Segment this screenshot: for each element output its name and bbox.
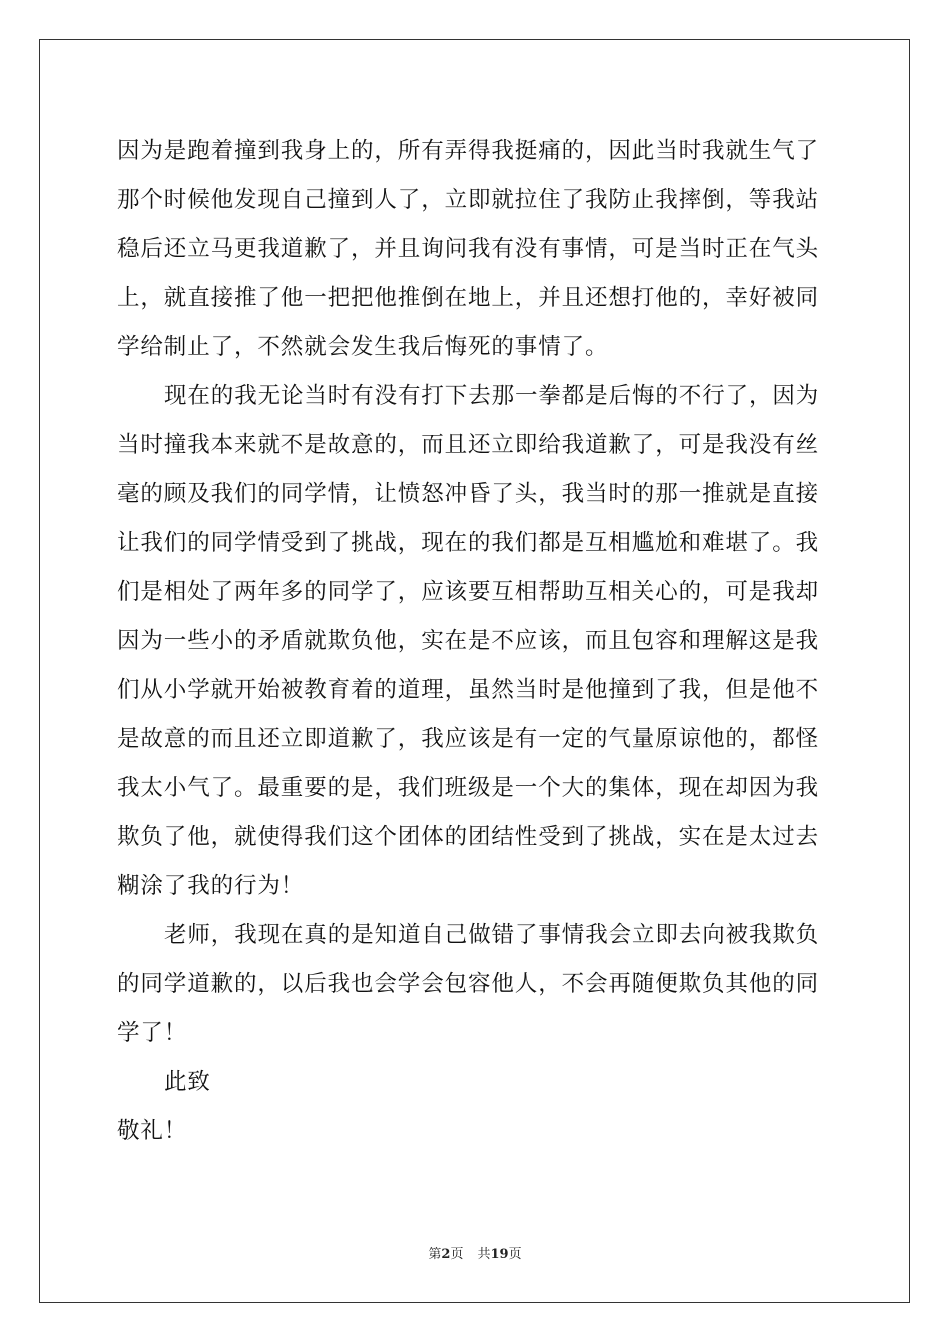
page-number: 2 xyxy=(441,1247,451,1262)
page-prefix: 第 xyxy=(428,1247,442,1262)
paragraph-start-line: 现在的我无论当时有没有打下去那一拳都是后悔的不行了，因为 xyxy=(164,383,820,409)
text-line: 当时撞我本来就不是故意的，而且还立即给我道歉了，可是我没有丝 xyxy=(117,432,820,458)
paragraph-start-line: 老师，我现在真的是知道自己做错了事情我会立即去向被我欺负 xyxy=(164,922,820,948)
text-line: 学了！ xyxy=(117,1020,188,1046)
page-suffix: 页 xyxy=(450,1247,464,1262)
text-line: 稳后还立马更我道歉了，并且询问我有没有事情，可是当时正在气头 xyxy=(117,236,820,262)
page-footer xyxy=(0,1243,950,1262)
total-pages: 19 xyxy=(490,1247,509,1262)
total-suffix: 页 xyxy=(508,1247,522,1262)
text-line: 我太小气了。最重要的是，我们班级是一个大的集体，现在却因为我 xyxy=(117,775,820,801)
letter-body xyxy=(117,127,833,1156)
text-line: 们是相处了两年多的同学了，应该要互相帮助互相关心的，可是我却 xyxy=(117,579,820,605)
text-line: 上，就直接推了他一把把他推倒在地上，并且还想打他的，幸好被同 xyxy=(117,285,820,311)
text-line: 学给制止了，不然就会发生我后悔死的事情了。 xyxy=(117,334,609,360)
closing-salutation: 此致 xyxy=(164,1069,211,1095)
text-line: 欺负了他，就使得我们这个团体的团结性受到了挑战，实在是太过去 xyxy=(117,824,820,850)
closing-regards: 敬礼！ xyxy=(117,1118,188,1144)
text-line: 是故意的而且还立即道歉了，我应该是有一定的气量原谅他的，都怪 xyxy=(117,726,820,752)
text-line: 毫的顾及我们的同学情，让愤怒冲昏了头，我当时的那一推就是直接 xyxy=(117,481,820,507)
text-line: 因为一些小的矛盾就欺负他，实在是不应该，而且包容和理解这是我 xyxy=(117,628,820,654)
text-line: 糊涂了我的行为！ xyxy=(117,873,305,899)
text-line: 们从小学就开始被教育着的道理，虽然当时是他撞到了我，但是他不 xyxy=(117,677,820,703)
text-line: 那个时候他发现自己撞到人了，立即就拉住了我防止我摔倒，等我站 xyxy=(117,187,820,213)
text-line: 让我们的同学情受到了挑战，现在的我们都是互相尴尬和难堪了。我 xyxy=(117,530,820,556)
text-line: 因为是跑着撞到我身上的，所有弄得我挺痛的，因此当时我就生气了 xyxy=(117,138,820,164)
text-line: 的同学道歉的，以后我也会学会包容他人，不会再随便欺负其他的同 xyxy=(117,971,820,997)
total-prefix: 共 xyxy=(477,1247,491,1262)
